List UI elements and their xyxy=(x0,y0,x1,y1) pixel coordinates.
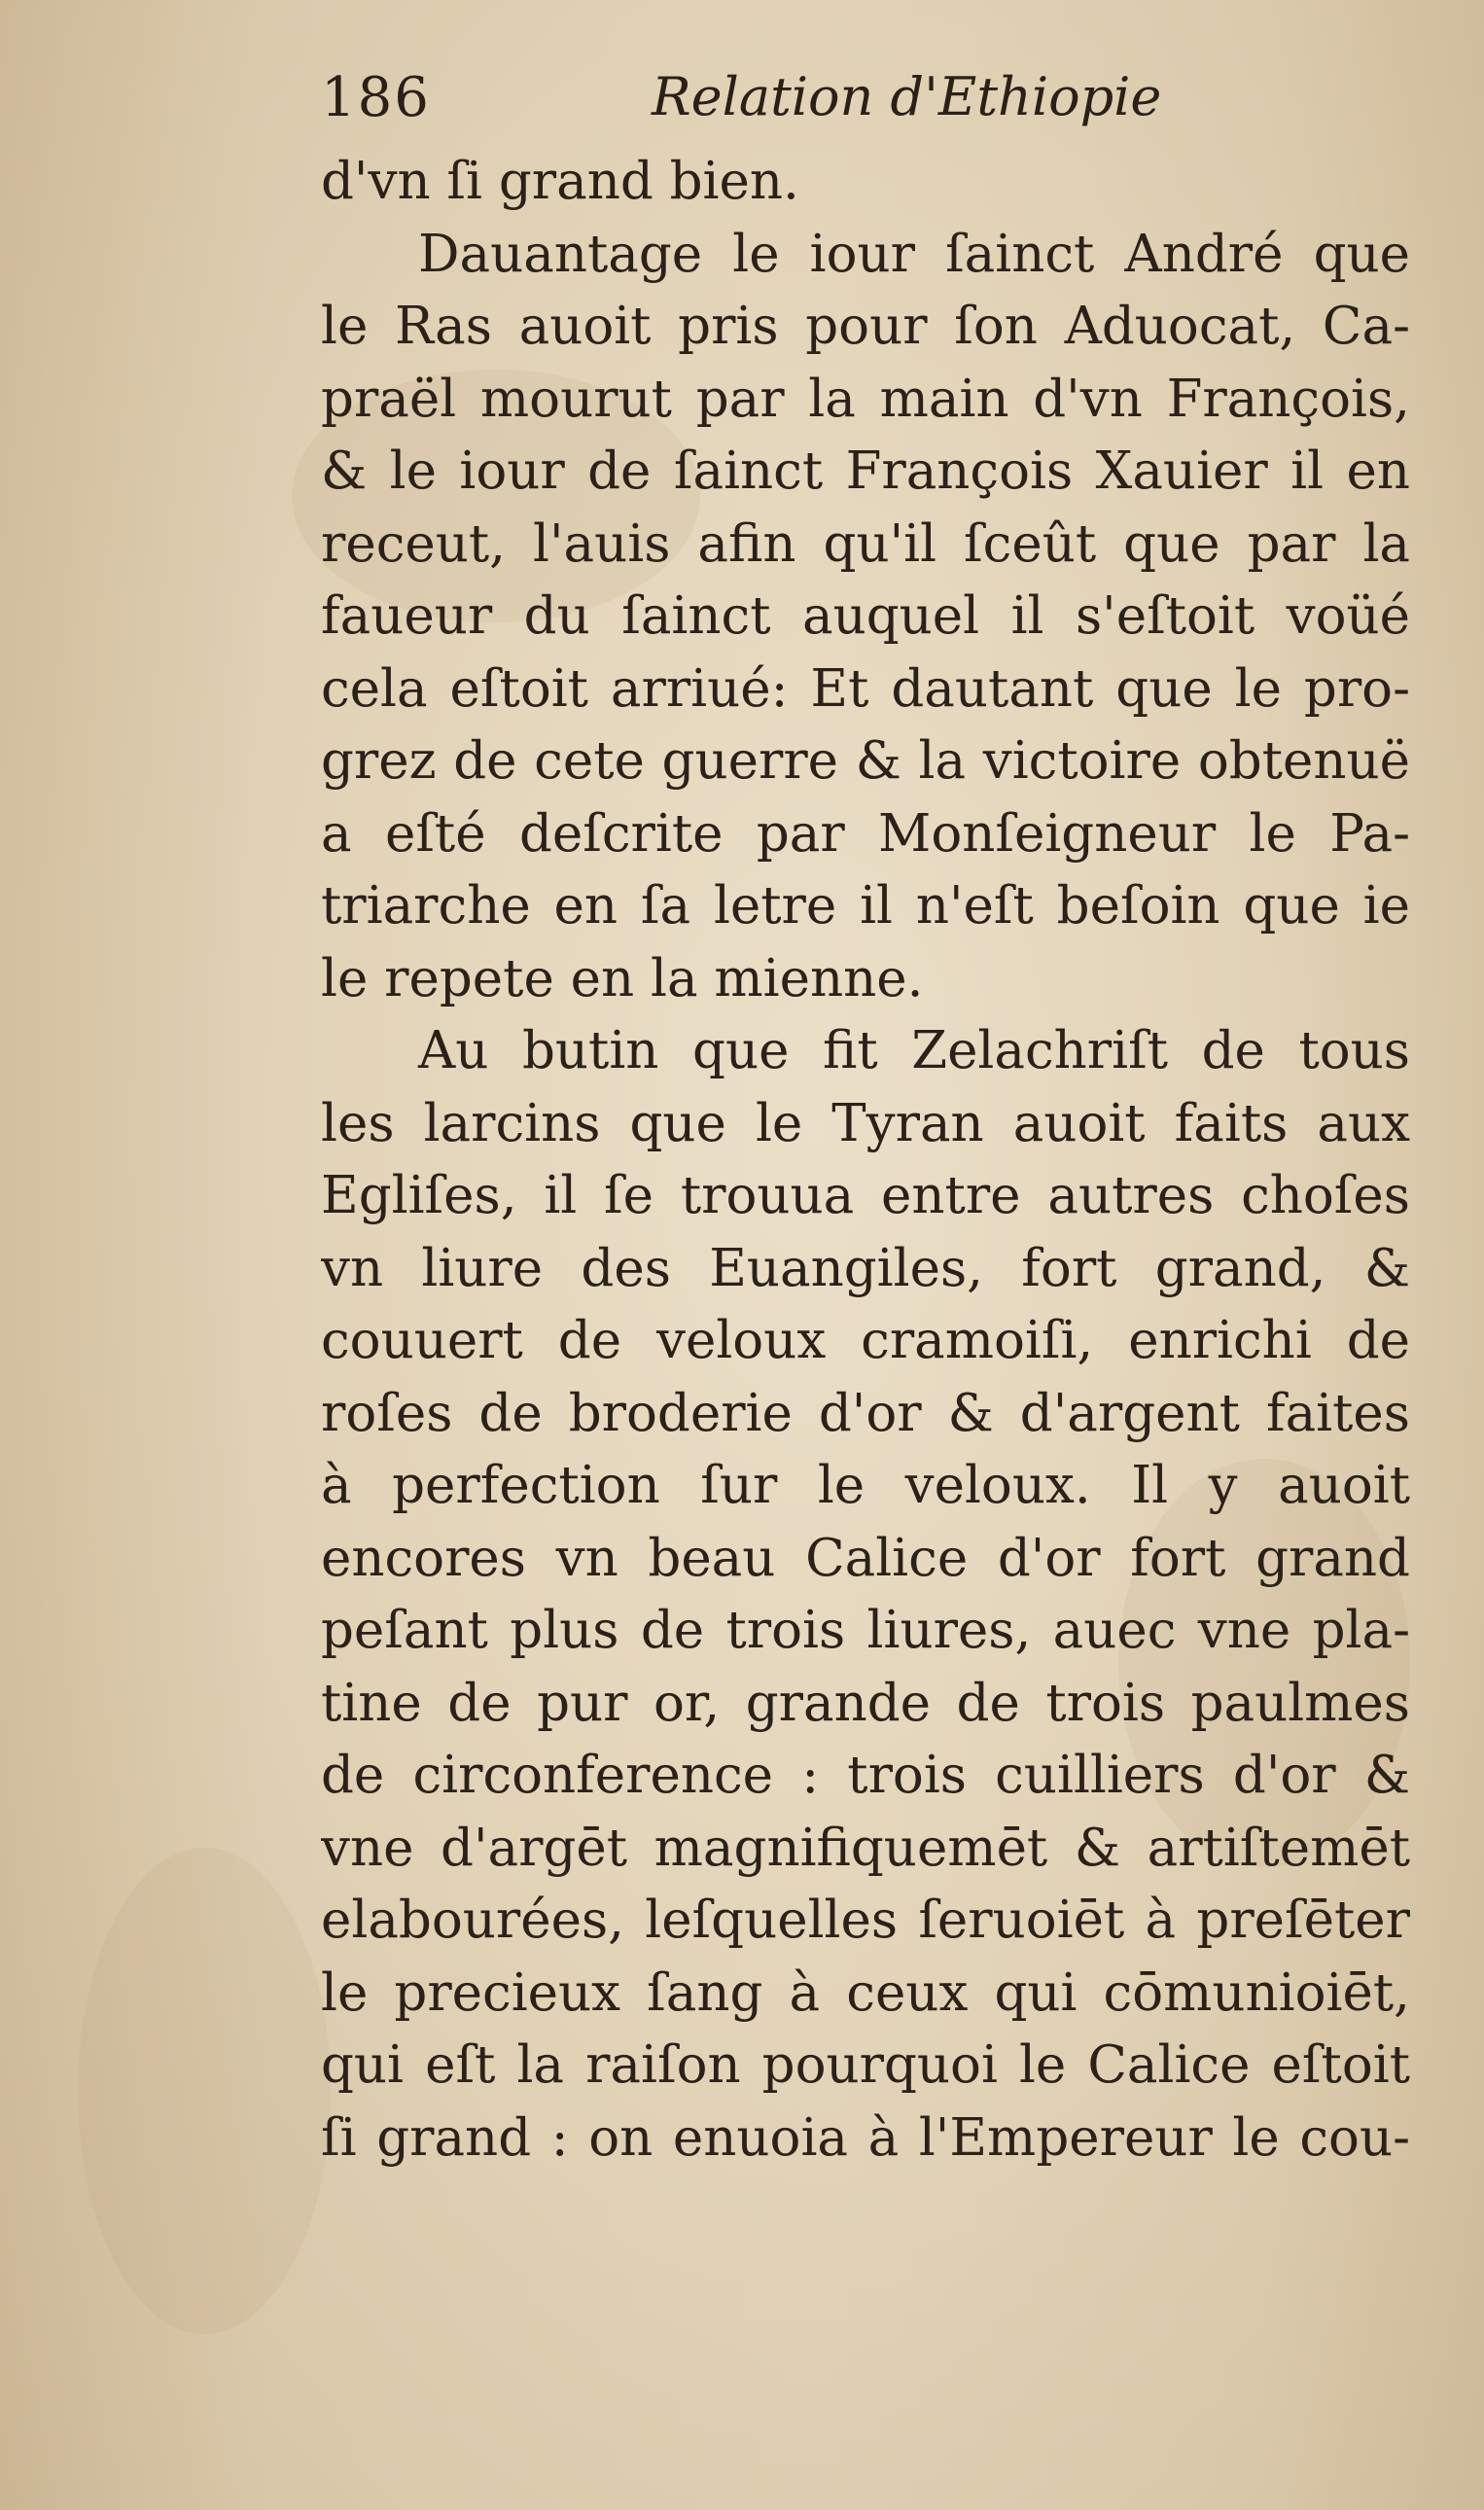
text-line: ſi grand : on enuoia à l'Empereur le cou- xyxy=(321,2107,1410,2168)
text-line: couuert de veloux cramoiſi, enrichi de xyxy=(321,1311,1410,1370)
text-line: les larcins que le Tyran auoit faits aux xyxy=(321,1093,1410,1153)
text-line: à perfection ſur le veloux. Il y auoit xyxy=(321,1456,1410,1515)
text-line: de circonference : trois cuilliers d'or & xyxy=(321,1746,1410,1805)
page-header xyxy=(321,66,1196,144)
text-line: vne d'argēt magnifiquemēt & artiſtemēt xyxy=(321,1818,1410,1878)
text-line: grez de cete guerre & la victoire obtenuë xyxy=(321,731,1410,791)
text-line: receut, l'auis afin qu'il ſceût que par la xyxy=(321,513,1410,574)
body-text xyxy=(321,146,1410,2174)
text-line: qui eſt la raiſon pourquoi le Calice eſtoit xyxy=(321,2035,1410,2095)
text-line: le repete en la mienne. xyxy=(321,948,924,1008)
running-head: Relation d'Ethiopie xyxy=(652,66,1162,127)
text-line: & le iour de ſainct François Xauier il en xyxy=(321,442,1410,501)
text-line: cela eſtoit arriué: Et dautant que le pro- xyxy=(321,658,1410,719)
text-line: vn liure des Euangiles, fort grand, & xyxy=(321,1238,1410,1298)
paper-stain xyxy=(78,1848,331,2334)
text-line: praël mourut par la main d'vn François, xyxy=(321,369,1410,429)
text-line: encores vn beau Calice d'or fort grand xyxy=(321,1528,1410,1588)
text-line: faueur du ſainct auquel il s'eſtoit voüé xyxy=(321,586,1410,646)
text-line: Dauantage le iour ſainct André que xyxy=(418,224,1410,284)
text-line: triarche en ſa letre il n'eſt beſoin que ie xyxy=(321,876,1410,936)
text-line: le precieux ſang à ceux qui cōmunioiēt, xyxy=(321,1962,1410,2023)
text-line: peſant plus de trois liures, auec vne pla- xyxy=(321,1601,1410,1660)
text-line: a eſté deſcrite par Monſeigneur le Pa- xyxy=(321,803,1410,864)
text-line: elabourées, leſquelles ſeruoiēt à preſēter xyxy=(321,1891,1410,1950)
text-line: Au butin que fit Zelachriſt de tous xyxy=(418,1021,1410,1080)
text-line: Egliſes, il ſe trouua entre autres choſes xyxy=(321,1166,1410,1225)
text-line: le Ras auoit pris pour ſon Aduocat, Ca- xyxy=(321,297,1410,356)
page-number: 186 xyxy=(321,66,431,129)
text-line: tine de pur or, grande de trois paulmes xyxy=(321,1673,1410,1733)
text-line: d'vn ſi grand bien. xyxy=(321,152,799,211)
text-line: roſes de broderie d'or & d'argent faites xyxy=(321,1383,1410,1443)
